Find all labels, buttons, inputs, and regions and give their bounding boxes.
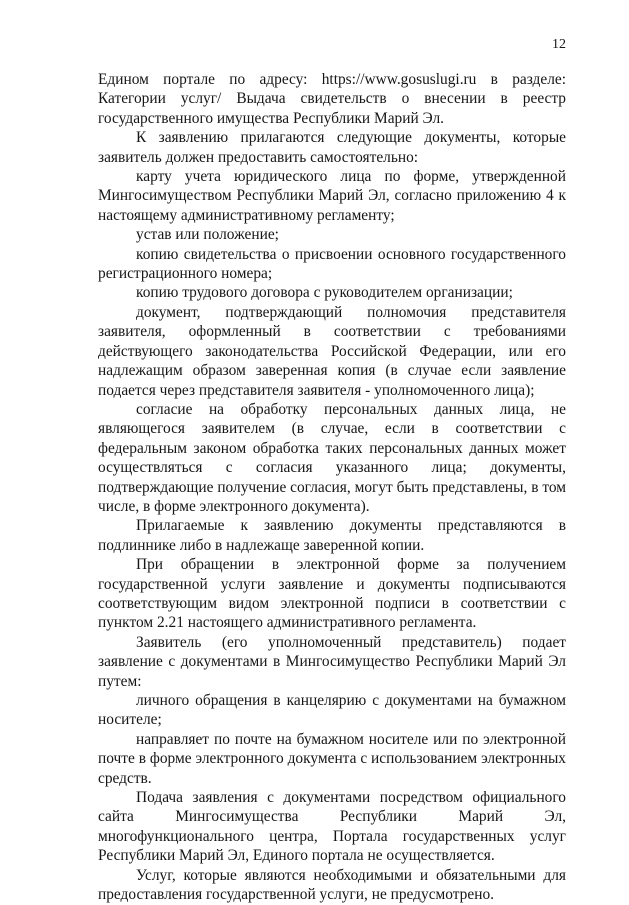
paragraph-no-required-services: Услуг, которые являются необходимыми и обязательными для предоставления государственной услуги, не предусмотрено. <box>98 866 566 904</box>
list-item-in-person: личного обращения в канцелярию с документами на бумажном носителе; <box>98 692 566 729</box>
list-item-authority-document: документ, подтверждающий полномочия представителя заявителя, оформленный в соответствии с требованиями действующего законодательства Российской Федерации, или его надлежащим образом заверенная копия (в случае если заявление подается через представителя заявителя - уполномоченного лица); <box>98 303 566 399</box>
list-item-charter: устав или положение; <box>136 226 279 244</box>
list-item-registration-card: карту учета юридического лица по форме, утвержденной Мингосимуществом Республики Марий Эл, согласно приложению 4 к настоящему административному регламенту; <box>98 168 566 224</box>
list-item-by-mail: направляет по почте на бумажном носителе или по электронной почте в форме электронного документа с использованием электронных средств. <box>98 730 566 787</box>
paragraph-online-not-available: Подача заявления с документами посредством официального сайта Мингосимущества Республики Марий Эл, многофункционального центра, Портала государственных услуг Республики Марий Эл, Единого портала не осуществляется. <box>98 789 566 865</box>
list-item-employment-contract: копию трудового договора с руководителем организации; <box>136 284 513 302</box>
paragraph-document-copies: Прилагаемые к заявлению документы представляются в подлиннике либо в надлежаще заверенной копии. <box>98 517 566 554</box>
paragraph-submission-methods: Заявитель (его уполномоченный представитель) подает заявление с документами в Мингосимущество Республики Марий Эл путем: <box>98 633 566 690</box>
paragraph-documents-intro: К заявлению прилагаются следующие документы, которые заявитель должен предоставить самостоятельно: <box>98 129 566 166</box>
paragraph-electronic-signature: При обращении в электронной форме за получением государственной услуги заявление и документы подписываются соответствующим видом электронной подписи в соответствии с пунктом 2.21 настоящего административного регламента. <box>98 556 566 632</box>
page-number: 12 <box>552 37 566 52</box>
document-body <box>98 70 566 904</box>
list-item-personal-data-consent: согласие на обработку персональных данных лица, не являющегося заявителем (в случае, если в соответствии с федеральным законом обработка таких персональных данных может осуществляться с согласия указанного лица; документы, подтверждающие получение согласия, могут быть представлены, в том числе, в форме электронного документа). <box>98 400 566 515</box>
paragraph-portal-address: Едином портале по адресу: https://www.gosuslugi.ru в разделе: Категории услуг/ Выдача свидетельств о внесении в реестр государственного имущества Республики Марий Эл. <box>98 71 566 127</box>
list-item-registration-certificate: копию свидетельства о присвоении основного государственного регистрационного номера; <box>98 245 566 283</box>
